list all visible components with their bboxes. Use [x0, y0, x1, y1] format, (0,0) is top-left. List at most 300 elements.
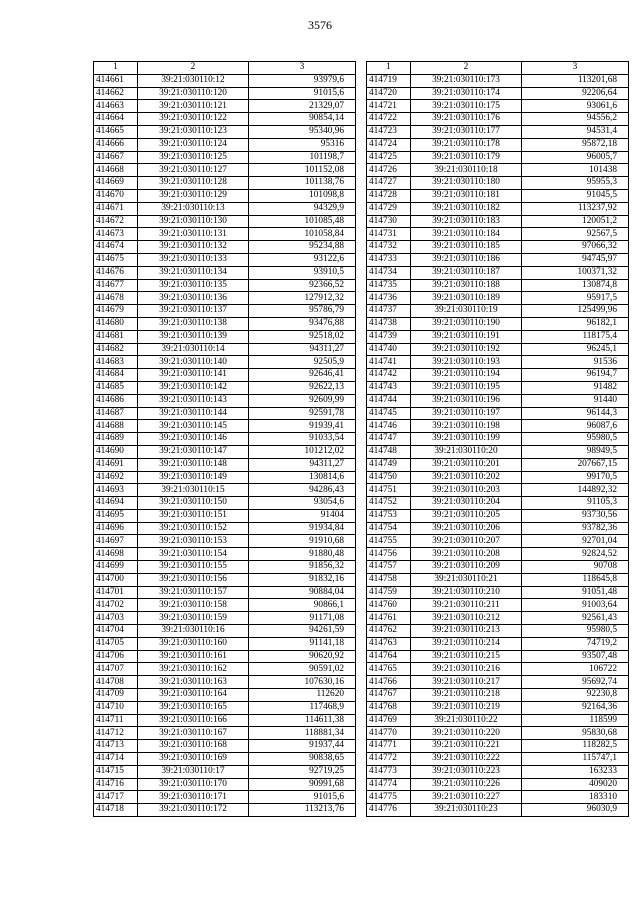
table-row — [94, 765, 356, 778]
cadastral-value-cell: 113201,68 — [522, 74, 629, 87]
row-number-cell: 414667 — [94, 151, 138, 164]
cadastral-number-cell: 39:21:030110:157 — [138, 586, 249, 599]
cadastral-value-cell: 409020 — [522, 778, 629, 791]
cadastral-value-cell: 98949,5 — [522, 445, 629, 458]
cadastral-value-cell: 93910,5 — [249, 266, 356, 279]
cadastral-number-cell: 39:21:030110:215 — [411, 650, 522, 663]
table-row — [94, 151, 356, 164]
cadastral-value-cell: 91937,44 — [249, 740, 356, 753]
table-row — [94, 189, 356, 202]
cadastral-number-cell: 39:21:030110:208 — [411, 548, 522, 561]
cadastral-number-cell: 39:21:030110:141 — [138, 369, 249, 382]
row-number-cell: 414721 — [367, 100, 411, 113]
table-row — [367, 369, 629, 382]
table-row — [367, 100, 629, 113]
cadastral-value-cell: 91404 — [249, 509, 356, 522]
table-row — [94, 343, 356, 356]
table-row — [94, 305, 356, 318]
cadastral-number-cell: 39:21:030110:17 — [138, 765, 249, 778]
cadastral-value-cell: 207667,15 — [522, 458, 629, 471]
row-number-cell: 414742 — [367, 369, 411, 382]
table-row — [367, 714, 629, 727]
cadastral-number-cell: 39:21:030110:142 — [138, 381, 249, 394]
table-row — [367, 791, 629, 804]
row-number-cell: 414762 — [367, 625, 411, 638]
cadastral-value-cell: 107630,16 — [249, 676, 356, 689]
table-row — [94, 266, 356, 279]
row-number-cell: 414716 — [94, 778, 138, 791]
cadastral-number-cell: 39:21:030110:22 — [411, 714, 522, 727]
table-row — [94, 458, 356, 471]
cadastral-number-cell: 39:21:030110:156 — [138, 573, 249, 586]
cadastral-number-cell: 39:21:030110:12 — [138, 74, 249, 87]
cadastral-number-cell: 39:21:030110:122 — [138, 113, 249, 126]
row-number-cell: 414720 — [367, 87, 411, 100]
table-row — [367, 676, 629, 689]
cadastral-value-cell: 96005,7 — [522, 151, 629, 164]
cadastral-number-cell: 39:21:030110:218 — [411, 689, 522, 702]
cadastral-value-cell: 90620,92 — [249, 650, 356, 663]
cadastral-value-cell: 95980,5 — [522, 625, 629, 638]
row-number-cell: 414769 — [367, 714, 411, 727]
row-number-cell: 414699 — [94, 561, 138, 574]
cadastral-number-cell: 39:21:030110:137 — [138, 305, 249, 318]
cadastral-number-cell: 39:21:030110:153 — [138, 535, 249, 548]
cadastral-number-cell: 39:21:030110:168 — [138, 740, 249, 753]
cadastral-number-cell: 39:21:030110:127 — [138, 164, 249, 177]
row-number-cell: 414759 — [367, 586, 411, 599]
row-number-cell: 414763 — [367, 637, 411, 650]
table-row — [367, 317, 629, 330]
cadastral-value-cell: 91832,16 — [249, 573, 356, 586]
row-number-cell: 414765 — [367, 663, 411, 676]
row-number-cell: 414752 — [367, 497, 411, 510]
table-row — [94, 637, 356, 650]
cadastral-value-cell: 94261,59 — [249, 625, 356, 638]
cadastral-number-cell: 39:21:030110:195 — [411, 381, 522, 394]
table-row — [94, 100, 356, 113]
row-number-cell: 414750 — [367, 471, 411, 484]
cadastral-number-cell: 39:21:030110:197 — [411, 407, 522, 420]
cadastral-value-cell: 99170,5 — [522, 471, 629, 484]
table-row — [94, 612, 356, 625]
cadastral-value-cell: 96194,7 — [522, 369, 629, 382]
row-number-cell: 414664 — [94, 113, 138, 126]
cadastral-value-cell: 113237,92 — [522, 202, 629, 215]
row-number-cell: 414670 — [94, 189, 138, 202]
cadastral-number-cell: 39:21:030110:149 — [138, 471, 249, 484]
cadastral-value-cell: 92609,99 — [249, 394, 356, 407]
cadastral-number-cell: 39:21:030110:152 — [138, 522, 249, 535]
row-number-cell: 414775 — [367, 791, 411, 804]
cadastral-value-cell: 112620 — [249, 689, 356, 702]
cadastral-number-cell: 39:21:030110:198 — [411, 420, 522, 433]
cadastral-value-cell: 90838,65 — [249, 753, 356, 766]
row-number-cell: 414681 — [94, 330, 138, 343]
column-header-1: 1 — [94, 62, 138, 75]
row-number-cell: 414680 — [94, 317, 138, 330]
row-number-cell: 414728 — [367, 189, 411, 202]
cadastral-number-cell: 39:21:030110:179 — [411, 151, 522, 164]
cadastral-value-cell: 101152,08 — [249, 164, 356, 177]
cadastral-number-cell: 39:21:030110:203 — [411, 484, 522, 497]
cadastral-number-cell: 39:21:030110:162 — [138, 663, 249, 676]
table-row — [94, 778, 356, 791]
row-number-cell: 414723 — [367, 125, 411, 138]
cadastral-value-cell: 100371,32 — [522, 266, 629, 279]
row-number-cell: 414711 — [94, 714, 138, 727]
cadastral-number-cell: 39:21:030110:15 — [138, 484, 249, 497]
cadastral-value-cell: 92164,36 — [522, 701, 629, 714]
cadastral-value-cell: 91045,5 — [522, 189, 629, 202]
row-number-cell: 414690 — [94, 445, 138, 458]
cadastral-number-cell: 39:21:030110:186 — [411, 253, 522, 266]
cadastral-value-cell: 92591,78 — [249, 407, 356, 420]
row-number-cell: 414757 — [367, 561, 411, 574]
cadastral-value-cell: 101058,84 — [249, 228, 356, 241]
table-row — [367, 701, 629, 714]
cadastral-number-cell: 39:21:030110:213 — [411, 625, 522, 638]
row-number-cell: 414678 — [94, 292, 138, 305]
row-number-cell: 414776 — [367, 804, 411, 817]
row-number-cell: 414770 — [367, 727, 411, 740]
row-number-cell: 414767 — [367, 689, 411, 702]
cadastral-number-cell: 39:21:030110:139 — [138, 330, 249, 343]
cadastral-value-cell: 127912,32 — [249, 292, 356, 305]
cadastral-number-cell: 39:21:030110:18 — [411, 164, 522, 177]
cadastral-value-cell: 92646,41 — [249, 369, 356, 382]
row-number-cell: 414683 — [94, 356, 138, 369]
table-row — [94, 177, 356, 190]
row-number-cell: 414691 — [94, 458, 138, 471]
row-number-cell: 414732 — [367, 241, 411, 254]
cadastral-value-cell: 92366,52 — [249, 279, 356, 292]
cadastral-number-cell: 39:21:030110:172 — [138, 804, 249, 817]
table-row — [94, 484, 356, 497]
cadastral-number-cell: 39:21:030110:143 — [138, 394, 249, 407]
row-number-cell: 414665 — [94, 125, 138, 138]
row-number-cell: 414741 — [367, 356, 411, 369]
cadastral-value-cell: 101212,02 — [249, 445, 356, 458]
table-row — [367, 164, 629, 177]
cadastral-number-cell: 39:21:030110:183 — [411, 215, 522, 228]
cadastral-number-cell: 39:21:030110:216 — [411, 663, 522, 676]
cadastral-number-cell: 39:21:030110:23 — [411, 804, 522, 817]
row-number-cell: 414768 — [367, 701, 411, 714]
cadastral-value-cell: 92561,43 — [522, 612, 629, 625]
row-number-cell: 414734 — [367, 266, 411, 279]
column-header-2: 2 — [138, 62, 249, 75]
row-number-cell: 414726 — [367, 164, 411, 177]
row-number-cell: 414735 — [367, 279, 411, 292]
cadastral-value-cell: 101438 — [522, 164, 629, 177]
cadastral-number-cell: 39:21:030110:182 — [411, 202, 522, 215]
row-number-cell: 414722 — [367, 113, 411, 126]
row-number-cell: 414704 — [94, 625, 138, 638]
cadastral-number-cell: 39:21:030110:132 — [138, 241, 249, 254]
table-row — [367, 125, 629, 138]
row-number-cell: 414697 — [94, 535, 138, 548]
table-row — [94, 625, 356, 638]
table-row — [367, 138, 629, 151]
cadastral-number-cell: 39:21:030110:189 — [411, 292, 522, 305]
cadastral-value-cell: 95917,5 — [522, 292, 629, 305]
cadastral-value-cell: 92505,9 — [249, 356, 356, 369]
cadastral-number-cell: 39:21:030110:147 — [138, 445, 249, 458]
cadastral-number-cell: 39:21:030110:223 — [411, 765, 522, 778]
row-number-cell: 414675 — [94, 253, 138, 266]
cadastral-value-cell: 117468,9 — [249, 701, 356, 714]
cadastral-number-cell: 39:21:030110:188 — [411, 279, 522, 292]
cadastral-value-cell: 95872,18 — [522, 138, 629, 151]
table-row — [94, 202, 356, 215]
cadastral-number-cell: 39:21:030110:16 — [138, 625, 249, 638]
row-number-cell: 414668 — [94, 164, 138, 177]
table-row — [94, 599, 356, 612]
cadastral-value-cell: 93054,6 — [249, 497, 356, 510]
cadastral-number-cell: 39:21:030110:134 — [138, 266, 249, 279]
cadastral-value-cell: 93476,88 — [249, 317, 356, 330]
cadastral-number-cell: 39:21:030110:173 — [411, 74, 522, 87]
cadastral-value-cell: 21329,07 — [249, 100, 356, 113]
table-row — [367, 407, 629, 420]
cadastral-value-cell: 118599 — [522, 714, 629, 727]
table-row — [94, 804, 356, 817]
table-row — [367, 548, 629, 561]
cadastral-number-cell: 39:21:030110:210 — [411, 586, 522, 599]
right-table-body — [367, 74, 629, 816]
cadastral-number-cell: 39:21:030110:192 — [411, 343, 522, 356]
cadastral-value-cell: 92230,8 — [522, 689, 629, 702]
table-row — [367, 113, 629, 126]
row-number-cell: 414751 — [367, 484, 411, 497]
row-number-cell: 414718 — [94, 804, 138, 817]
table-row — [367, 573, 629, 586]
cadastral-value-cell: 94311,27 — [249, 458, 356, 471]
table-row — [94, 420, 356, 433]
table-row — [367, 394, 629, 407]
row-number-cell: 414661 — [94, 74, 138, 87]
cadastral-number-cell: 39:21:030110:220 — [411, 727, 522, 740]
row-number-cell: 414662 — [94, 87, 138, 100]
table-row — [367, 279, 629, 292]
right-table — [366, 61, 629, 817]
table-row — [94, 714, 356, 727]
row-number-cell: 414700 — [94, 573, 138, 586]
row-number-cell: 414740 — [367, 343, 411, 356]
cadastral-number-cell: 39:21:030110:125 — [138, 151, 249, 164]
table-row — [367, 177, 629, 190]
cadastral-value-cell: 95234,88 — [249, 241, 356, 254]
cadastral-value-cell: 93782,36 — [522, 522, 629, 535]
table-row — [367, 778, 629, 791]
left-table-header-row — [94, 62, 356, 75]
table-row — [367, 740, 629, 753]
cadastral-value-cell: 91440 — [522, 394, 629, 407]
row-number-cell: 414725 — [367, 151, 411, 164]
cadastral-value-cell: 91856,32 — [249, 561, 356, 574]
row-number-cell: 414669 — [94, 177, 138, 190]
cadastral-number-cell: 39:21:030110:211 — [411, 599, 522, 612]
cadastral-value-cell: 91880,48 — [249, 548, 356, 561]
table-row — [367, 535, 629, 548]
cadastral-value-cell: 96182,1 — [522, 317, 629, 330]
table-row — [367, 87, 629, 100]
table-row — [94, 279, 356, 292]
table-row — [367, 445, 629, 458]
table-row — [94, 356, 356, 369]
table-row — [367, 612, 629, 625]
row-number-cell: 414753 — [367, 509, 411, 522]
table-row — [367, 650, 629, 663]
cadastral-value-cell: 118282,5 — [522, 740, 629, 753]
row-number-cell: 414758 — [367, 573, 411, 586]
cadastral-number-cell: 39:21:030110:214 — [411, 637, 522, 650]
cadastral-number-cell: 39:21:030110:181 — [411, 189, 522, 202]
row-number-cell: 414673 — [94, 228, 138, 241]
cadastral-number-cell: 39:21:030110:177 — [411, 125, 522, 138]
row-number-cell: 414688 — [94, 420, 138, 433]
row-number-cell: 414695 — [94, 509, 138, 522]
table-row — [94, 548, 356, 561]
cadastral-number-cell: 39:21:030110:171 — [138, 791, 249, 804]
row-number-cell: 414727 — [367, 177, 411, 190]
row-number-cell: 414755 — [367, 535, 411, 548]
row-number-cell: 414756 — [367, 548, 411, 561]
cadastral-value-cell: 95830,68 — [522, 727, 629, 740]
cadastral-number-cell: 39:21:030110:206 — [411, 522, 522, 535]
table-row — [94, 407, 356, 420]
cadastral-number-cell: 39:21:030110:185 — [411, 241, 522, 254]
cadastral-value-cell: 95955,3 — [522, 177, 629, 190]
cadastral-number-cell: 39:21:030110:175 — [411, 100, 522, 113]
table-row — [94, 727, 356, 740]
row-number-cell: 414689 — [94, 433, 138, 446]
row-number-cell: 414698 — [94, 548, 138, 561]
cadastral-value-cell: 91171,08 — [249, 612, 356, 625]
cadastral-value-cell: 91910,68 — [249, 535, 356, 548]
cadastral-value-cell: 91015,6 — [249, 791, 356, 804]
cadastral-value-cell: 96087,6 — [522, 420, 629, 433]
table-row — [367, 305, 629, 318]
row-number-cell: 414749 — [367, 458, 411, 471]
table-row — [94, 445, 356, 458]
table-row — [367, 625, 629, 638]
row-number-cell: 414774 — [367, 778, 411, 791]
table-row — [367, 189, 629, 202]
table-row — [94, 573, 356, 586]
cadastral-number-cell: 39:21:030110:165 — [138, 701, 249, 714]
cadastral-number-cell: 39:21:030110:196 — [411, 394, 522, 407]
table-row — [367, 74, 629, 87]
table-row — [94, 689, 356, 702]
row-number-cell: 414708 — [94, 676, 138, 689]
cadastral-value-cell: 92518,02 — [249, 330, 356, 343]
table-row — [367, 663, 629, 676]
row-number-cell: 414715 — [94, 765, 138, 778]
table-row — [367, 330, 629, 343]
cadastral-value-cell: 95786,79 — [249, 305, 356, 318]
cadastral-number-cell: 39:21:030110:193 — [411, 356, 522, 369]
table-row — [94, 228, 356, 241]
row-number-cell: 414666 — [94, 138, 138, 151]
cadastral-value-cell: 90884,04 — [249, 586, 356, 599]
table-row — [367, 381, 629, 394]
cadastral-value-cell: 101085,48 — [249, 215, 356, 228]
row-number-cell: 414677 — [94, 279, 138, 292]
table-row — [94, 535, 356, 548]
table-row — [94, 433, 356, 446]
cadastral-number-cell: 39:21:030110:187 — [411, 266, 522, 279]
row-number-cell: 414674 — [94, 241, 138, 254]
page-number: 3576 — [308, 18, 332, 32]
cadastral-value-cell: 95692,74 — [522, 676, 629, 689]
row-number-cell: 414694 — [94, 497, 138, 510]
table-row — [94, 740, 356, 753]
cadastral-value-cell: 130814,6 — [249, 471, 356, 484]
table-row — [367, 765, 629, 778]
table-row — [94, 215, 356, 228]
cadastral-value-cell: 118175,4 — [522, 330, 629, 343]
table-row — [367, 637, 629, 650]
row-number-cell: 414710 — [94, 701, 138, 714]
cadastral-number-cell: 39:21:030110:184 — [411, 228, 522, 241]
cadastral-value-cell: 90991,68 — [249, 778, 356, 791]
cadastral-number-cell: 39:21:030110:166 — [138, 714, 249, 727]
row-number-cell: 414685 — [94, 381, 138, 394]
table-row — [94, 369, 356, 382]
table-row — [94, 471, 356, 484]
table-row — [367, 356, 629, 369]
cadastral-number-cell: 39:21:030110:199 — [411, 433, 522, 446]
cadastral-number-cell: 39:21:030110:128 — [138, 177, 249, 190]
table-row — [367, 215, 629, 228]
cadastral-value-cell: 130874,8 — [522, 279, 629, 292]
row-number-cell: 414671 — [94, 202, 138, 215]
column-header-3: 3 — [522, 62, 629, 75]
cadastral-value-cell: 95980,5 — [522, 433, 629, 446]
table-row — [367, 151, 629, 164]
cadastral-value-cell: 163233 — [522, 765, 629, 778]
cadastral-value-cell: 106722 — [522, 663, 629, 676]
cadastral-value-cell: 90591,02 — [249, 663, 356, 676]
table-row — [367, 586, 629, 599]
row-number-cell: 414724 — [367, 138, 411, 151]
cadastral-value-cell: 91141,18 — [249, 637, 356, 650]
row-number-cell: 414746 — [367, 420, 411, 433]
table-row — [367, 484, 629, 497]
cadastral-value-cell: 93122,6 — [249, 253, 356, 266]
table-row — [367, 266, 629, 279]
table-row — [367, 458, 629, 471]
cadastral-number-cell: 39:21:030110:217 — [411, 676, 522, 689]
cadastral-value-cell: 91015,6 — [249, 87, 356, 100]
table-row — [367, 420, 629, 433]
row-number-cell: 414761 — [367, 612, 411, 625]
table-row — [367, 433, 629, 446]
table-row — [367, 509, 629, 522]
cadastral-value-cell: 97066,32 — [522, 241, 629, 254]
cadastral-value-cell: 95340,96 — [249, 125, 356, 138]
cadastral-number-cell: 39:21:030110:120 — [138, 87, 249, 100]
cadastral-number-cell: 39:21:030110:140 — [138, 356, 249, 369]
cadastral-number-cell: 39:21:030110:167 — [138, 727, 249, 740]
cadastral-number-cell: 39:21:030110:148 — [138, 458, 249, 471]
cadastral-number-cell: 39:21:030110:174 — [411, 87, 522, 100]
table-row — [367, 202, 629, 215]
table-row — [94, 253, 356, 266]
cadastral-value-cell: 144892,32 — [522, 484, 629, 497]
